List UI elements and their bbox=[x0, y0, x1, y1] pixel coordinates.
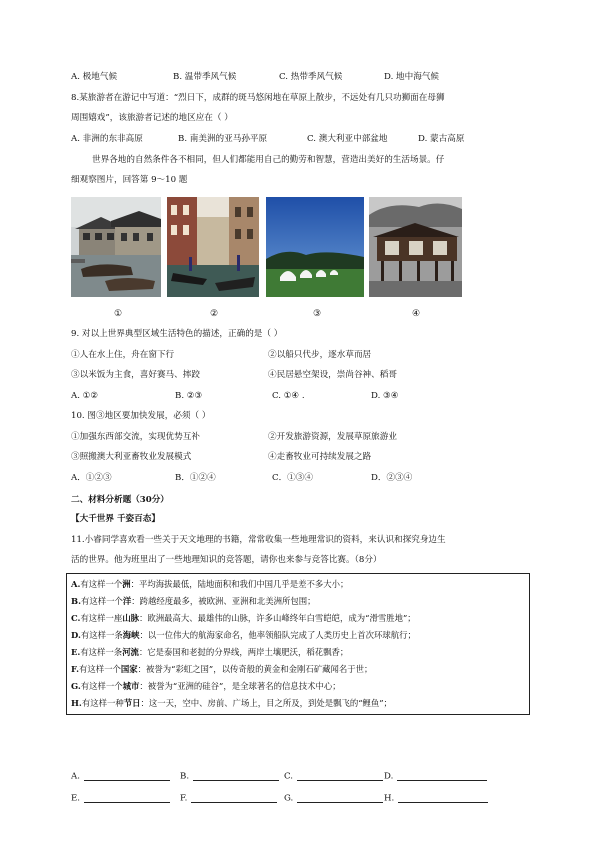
section-2-title: 二、材料分析题（30分） bbox=[71, 495, 169, 505]
q9-option-b: B. ②③ bbox=[175, 391, 203, 401]
clue-row: B.有这样一个洋：跨越经度最多，被欧洲、亚洲和北美洲所包围； bbox=[71, 596, 316, 606]
photo-caption-2: ② bbox=[210, 309, 219, 319]
q9-item-1: ①人在水上住，舟在窗下行 bbox=[71, 350, 175, 360]
q8-option-c: C. 澳大利亚中部盆地 bbox=[307, 134, 388, 144]
photo-caption-3: ③ bbox=[313, 309, 322, 319]
q9-item-3: ③以米饭为主食，喜好赛马、摔跤 bbox=[71, 370, 200, 380]
answer-blank-h[interactable]: H. bbox=[384, 793, 488, 803]
clue-row: H.有这样一种节日：这一天，空中、房前、广场上，目之所及，到处是飘飞的“鲤鱼”； bbox=[71, 698, 392, 708]
q10-item-2: ②开发旅游资源，发展草原旅游业 bbox=[268, 432, 397, 442]
q10-item-3: ③照搬澳大利亚畜牧业发展模式 bbox=[71, 452, 192, 462]
answer-blank-c[interactable]: C. bbox=[284, 771, 383, 781]
clue-row: E.有这样一条河流：它是泰国和老挝的分界线，两岸土壤肥沃，稻花飘香； bbox=[71, 647, 349, 657]
q10-option-c: C．①③④ bbox=[272, 473, 313, 483]
photo-grassland-yurts bbox=[266, 197, 364, 297]
q8-option-a: A. 非洲的东非高原 bbox=[71, 134, 143, 144]
answer-blank-d[interactable]: D. bbox=[384, 771, 487, 781]
q7-option-b: B. 温带季风气候 bbox=[173, 72, 237, 82]
q7-option-c: C. 热带季风气候 bbox=[279, 72, 343, 82]
section-2-subtitle: 【大千世界 千姿百态】 bbox=[71, 514, 160, 524]
answer-blank-g[interactable]: G. bbox=[284, 793, 383, 803]
clue-row: D.有这样一条海峡：以一位伟大的航海家命名，他率领船队完成了人类历史上首次环球航行； bbox=[71, 630, 416, 640]
q8-option-d: D. 蒙古高原 bbox=[418, 134, 465, 144]
q11-stem-line-1: 11.小睿同学喜欢看一些关于天文地理的书籍，常常收集一些地理常识的资料，来认识和探究身边生 bbox=[71, 535, 446, 545]
q10-option-b: B．①②④ bbox=[175, 473, 216, 483]
q7-option-a: A. 极地气候 bbox=[71, 72, 118, 82]
q11-stem-line-2: 活的世界。他为班里出了一些地理知识的竞答题，请你也来参与竞答比赛。（8分） bbox=[71, 555, 382, 565]
q10-item-4: ④走畜牧业可持续发展之路 bbox=[268, 452, 372, 462]
answer-blank-a[interactable]: A. bbox=[71, 771, 170, 781]
clue-box bbox=[66, 573, 530, 715]
q9-item-4: ④民居悬空架设，崇尚谷神、稻哥 bbox=[268, 370, 397, 380]
photo-caption-1: ① bbox=[114, 309, 123, 319]
photo-canal bbox=[167, 197, 259, 297]
q8-stem-line-1: 8.某旅游者在游记中写道：“烈日下，成群的斑马悠闲地在草原上散步，不远处有几只功狮面在母狮 bbox=[71, 93, 445, 103]
clue-row: G.有这样一个城市：被誉为“亚洲的硅谷”，是全球著名的信息技术中心； bbox=[71, 681, 341, 691]
photo-stilt-house bbox=[369, 197, 462, 297]
q7-option-d: D. 地中海气候 bbox=[384, 72, 440, 82]
photo-water-town bbox=[71, 197, 161, 297]
q9-option-d: D. ③④ bbox=[371, 391, 399, 401]
q9-item-2: ②以船只代步，逐水草而居 bbox=[268, 350, 372, 360]
q10-item-1: ①加强东西部交流，实现优势互补 bbox=[71, 432, 200, 442]
q10-option-d: D．②③④ bbox=[371, 473, 413, 483]
q8-option-b: B. 南美洲的亚马孙平原 bbox=[178, 134, 268, 144]
clue-row: C.有这样一座山脉：欧洲最高大、最雄伟的山脉，许多山峰终年白雪皑皑，成为“滑雪胜地”； bbox=[71, 613, 416, 623]
answer-blank-e[interactable]: E. bbox=[71, 793, 170, 803]
q10-stem: 10. 图③地区要加快发展，必须（ ） bbox=[71, 411, 211, 421]
q8-stem-line-2: 周围嬉戏”，该旅游者记述的地区应在（ ） bbox=[71, 113, 233, 123]
clue-row: A.有这样一个洲：平均海拔最低，陆地面积和我们中国几乎是差不多大小； bbox=[71, 579, 349, 589]
q9-option-a: A. ①② bbox=[71, 391, 99, 401]
photo-caption-4: ④ bbox=[412, 309, 421, 319]
q9-option-c: C. ①④ . bbox=[272, 391, 305, 401]
intro-line-2: 细观察图片，回答第 9～10 题 bbox=[71, 175, 188, 185]
answer-blank-b[interactable]: B. bbox=[180, 771, 279, 781]
clue-row: F.有这样一个国家：被誉为“彩虹之国”，以传奇般的黄金和金刚石矿藏闻名于世； bbox=[71, 664, 373, 674]
intro-line-1: 世界各地的自然条件各不相同，但人们都能用自己的勤劳和智慧，营造出美好的生活场景。仔 bbox=[92, 155, 445, 165]
q10-option-a: A．①②③ bbox=[71, 473, 112, 483]
answer-blank-f[interactable]: F. bbox=[180, 793, 277, 803]
q9-stem: 9. 对以上世界典型区域生活特色的描述，正确的是（ ） bbox=[71, 329, 283, 339]
